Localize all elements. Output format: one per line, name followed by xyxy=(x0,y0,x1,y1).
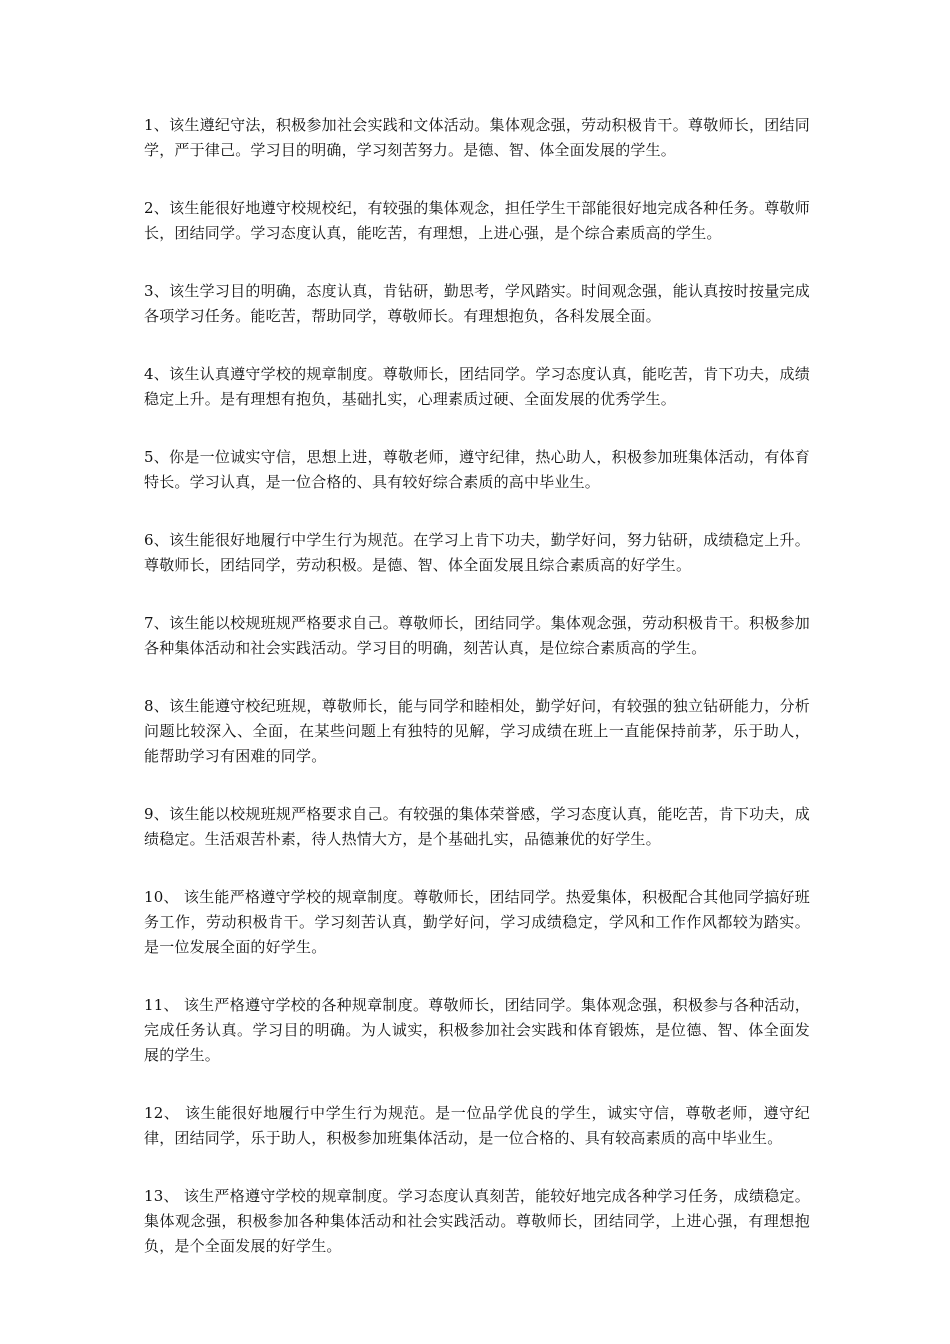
comment-paragraph-7: 7、该生能以校规班规严格要求自己。尊敬师长，团结同学。集体观念强，劳动积极肯干。积极参加各种集体活动和社会实践活动。学习目的明确，刻苦认真，是位综合素质高的学生。 xyxy=(144,614,810,657)
document-body xyxy=(144,113,810,1292)
comment-paragraph-9: 9、该生能以校规班规严格要求自己。有较强的集体荣誉感，学习态度认真，能吃苦，肯下功夫，成绩稳定。生活艰苦朴素，待人热情大方，是个基础扎实，品德兼优的好学生。 xyxy=(144,805,810,848)
comment-paragraph-10: 10、 该生能严格遵守学校的规章制度。尊敬师长，团结同学。热爱集体，积极配合其他同学搞好班务工作，劳动积极肯干。学习刻苦认真，勤学好问，学习成绩稳定，学风和工作作风都较为踏实。是一位发展全面的好学生。 xyxy=(144,888,810,956)
comment-paragraph-11: 11、 该生严格遵守学校的各种规章制度。尊敬师长，团结同学。集体观念强，积极参与各种活动，完成任务认真。学习目的明确。为人诚实，积极参加社会实践和体育锻炼，是位德、智、体全面发展的学生。 xyxy=(144,996,810,1064)
comment-paragraph-6: 6、该生能很好地履行中学生行为规范。在学习上肯下功夫，勤学好问，努力钻研，成绩稳定上升。尊敬师长，团结同学，劳动积极。是德、智、体全面发展且综合素质高的好学生。 xyxy=(144,531,810,574)
comment-paragraph-8: 8、该生能遵守校纪班规，尊敬师长，能与同学和睦相处，勤学好问，有较强的独立钻研能力，分析问题比较深入、全面，在某些问题上有独特的见解，学习成绩在班上一直能保持前茅，乐于助人，能帮助学习有困难的同学。 xyxy=(144,697,810,765)
comment-paragraph-1: 1、该生遵纪守法，积极参加社会实践和文体活动。集体观念强，劳动积极肯干。尊敬师长，团结同学，严于律己。学习目的明确，学习刻苦努力。是德、智、体全面发展的学生。 xyxy=(144,116,810,159)
comment-paragraph-2: 2、该生能很好地遵守校规校纪，有较强的集体观念，担任学生干部能很好地完成各种任务。尊敬师长，团结同学。学习态度认真，能吃苦，有理想，上进心强，是个综合素质高的学生。 xyxy=(144,199,810,242)
comment-paragraph-12: 12、 该生能很好地履行中学生行为规范。是一位品学优良的学生，诚实守信，尊敬老师，遵守纪律，团结同学，乐于助人，积极参加班集体活动，是一位合格的、具有较高素质的高中毕业生。 xyxy=(144,1104,810,1147)
comment-paragraph-5: 5、你是一位诚实守信，思想上进，尊敬老师，遵守纪律，热心助人，积极参加班集体活动，有体育特长。学习认真，是一位合格的、具有较好综合素质的高中毕业生。 xyxy=(144,448,810,491)
comment-paragraph-3: 3、该生学习目的明确，态度认真，肯钻研，勤思考，学风踏实。时间观念强，能认真按时按量完成各项学习任务。能吃苦，帮助同学，尊敬师长。有理想抱负，各科发展全面。 xyxy=(144,282,810,325)
comment-paragraph-13: 13、 该生严格遵守学校的规章制度。学习态度认真刻苦，能较好地完成各种学习任务，成绩稳定。集体观念强，积极参加各种集体活动和社会实践活动。尊敬师长，团结同学，上进心强，有理想抱负，是个全面发展的好学生。 xyxy=(144,1187,810,1255)
comment-paragraph-4: 4、该生认真遵守学校的规章制度。尊敬师长，团结同学。学习态度认真，能吃苦，肯下功夫，成绩稳定上升。是有理想有抱负，基础扎实，心理素质过硬、全面发展的优秀学生。 xyxy=(144,365,810,408)
